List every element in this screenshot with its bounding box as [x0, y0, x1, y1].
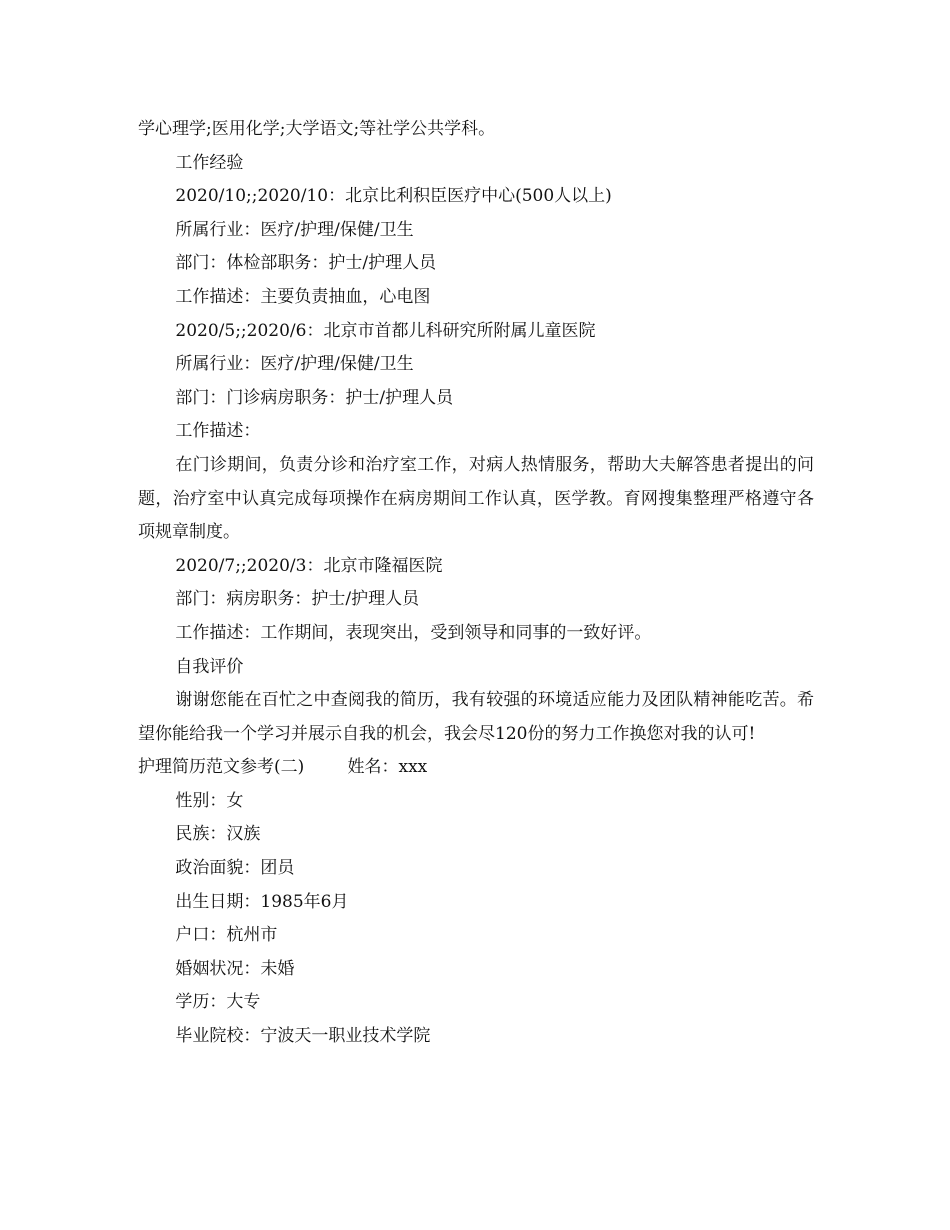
- paragraph: 学心理学;医用化学;大学语文;等社学公共学科。: [138, 119, 496, 139]
- job-description: 工作描述：主要负责抽血，心电图: [175, 286, 431, 307]
- info-gender: 性别：女: [175, 790, 244, 811]
- job-description-body: 在门诊期间，负责分诊和治疗室工作，对病人热情服务，帮助大夫解答患者提出的问题，治疗室中认真完成每项操作在病房期间工作认真，医学教。育网搜集整理严格遵守各项规章制度。: [138, 454, 814, 543]
- job-industry: 所属行业：医疗/护理/保健/卫生: [175, 219, 414, 240]
- job-description-label: 工作描述：: [175, 421, 261, 442]
- info-political-status: 政治面貌：团员: [175, 858, 295, 879]
- info-birth-date: 出生日期：1985年6月: [175, 891, 349, 912]
- section-heading-self-evaluation: 自我评价: [175, 656, 244, 677]
- info-school: 毕业院校：宁波天一职业技术学院: [175, 1026, 431, 1047]
- section-heading-work-experience: 工作经验: [175, 152, 244, 173]
- self-evaluation-body: 谢谢您能在百忙之中查阅我的简历，我有较强的环境适应能力及团队精神能吃苦。希望你能给我一个学习并展示自我的机会，我会尽120份的努力工作换您对我的认可!: [138, 690, 814, 744]
- resume-title-line: 护理简历范文参考(二) 姓名：xxx: [138, 757, 428, 778]
- job-department: 部门：体检部职务：护士/护理人员: [175, 253, 437, 274]
- document-body: [138, 113, 814, 1054]
- info-marital-status: 婚姻状况：未婚: [175, 958, 295, 979]
- info-household: 户口：杭州市: [175, 925, 278, 946]
- info-education: 学历：大专: [175, 992, 261, 1013]
- job-entry-period: 2020/7;;2020/3：北京市隆福医院: [175, 555, 443, 576]
- job-entry-period: 2020/10;;2020/10：北京比利积臣医疗中心(500人以上): [175, 186, 612, 207]
- job-department: 部门：病房职务：护士/护理人员: [175, 589, 420, 610]
- info-ethnicity: 民族：汉族: [175, 824, 261, 845]
- job-industry: 所属行业：医疗/护理/保健/卫生: [175, 354, 414, 375]
- job-entry-period: 2020/5;;2020/6：北京市首都儿科研究所附属儿童医院: [175, 320, 596, 341]
- job-description: 工作描述：工作期间，表现突出，受到领导和同事的一致好评。: [175, 622, 652, 643]
- job-department: 部门：门诊病房职务：护士/护理人员: [175, 387, 454, 408]
